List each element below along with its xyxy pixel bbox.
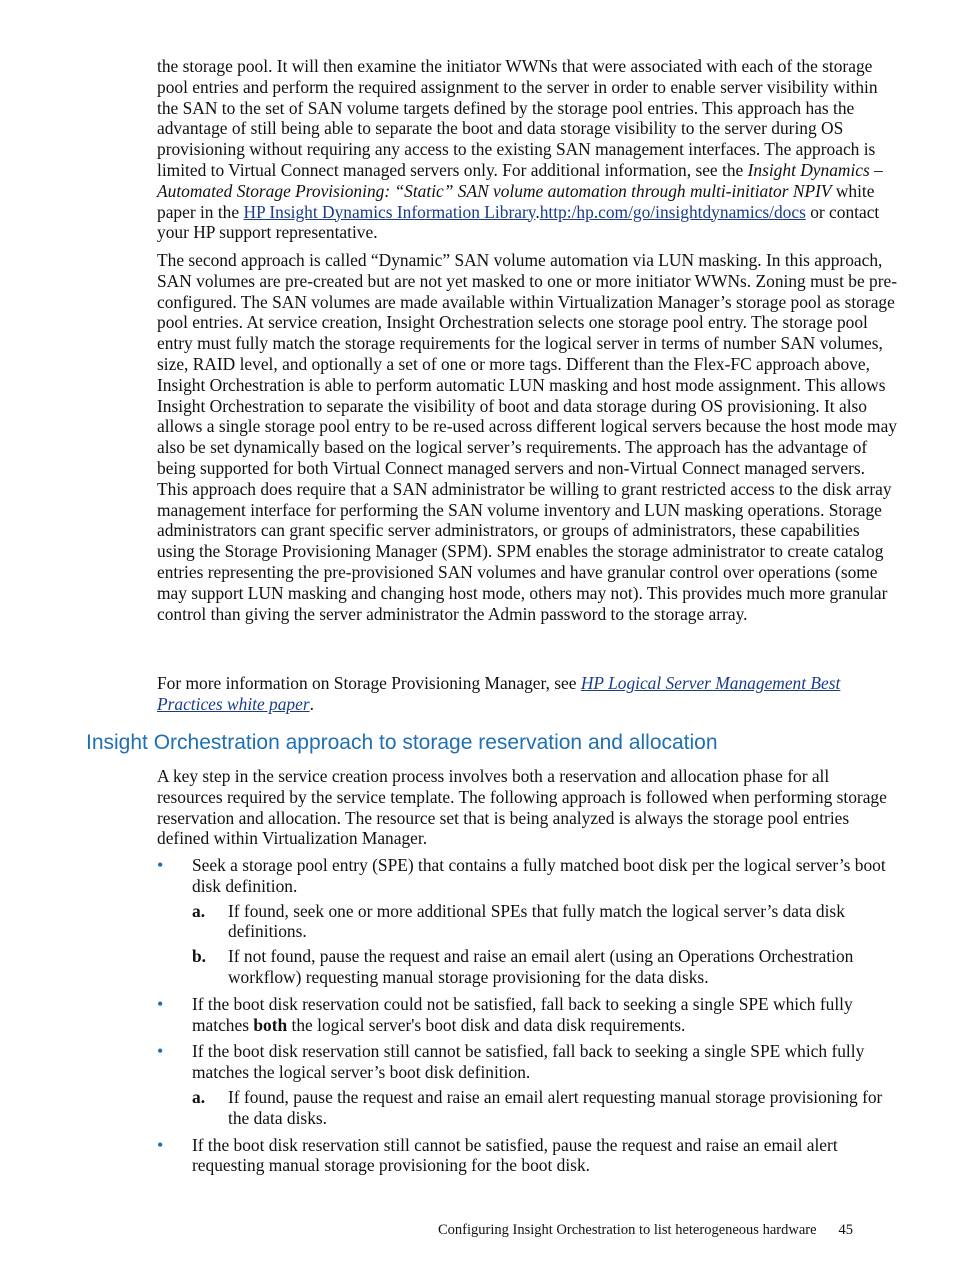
- sub-list-text: If not found, pause the request and raise an email alert (using an Operations Orchestration workflow) requesting manual storage provisioning for the data disks.: [228, 946, 854, 987]
- paragraph-text: or contact your HP support representative.: [157, 201, 880, 243]
- list-item-text: If the boot disk reservation still cannot be satisfied, fall back to seeking a single SPE which fully matches the logical server’s boot disk definition.: [192, 1041, 865, 1083]
- section-heading: Insight Orchestration approach to storage reservation and allocation: [86, 731, 718, 754]
- paragraph-static-approach: [157, 56, 899, 243]
- emphasis-text: both: [253, 1014, 288, 1035]
- sub-list-marker: a.: [192, 900, 206, 921]
- paragraph-text: the storage pool. It will then examine the initiator WWNs that were associated with each of the storage pool entries and perform the required assignment to the server in order to enable server visibility within the SAN to the set of SAN volume targets defined by the storage pool entries. This approach has the advantage of still being able to separate the boot and data storage visibility to the server during OS provisioning without requiring any access to the existing SAN management interfaces. The approach is limited to Virtual Connect managed servers only. For additional information, see the: [157, 56, 878, 180]
- sub-list-item: [192, 1087, 899, 1129]
- paragraph-text: A key step in the service creation process involves both a reservation and allocation phase for all resources required by the service template. The following approach is followed when performing storage reservation and allocation. The resource set that is being analyzed is always the storage pool entries defined within Virtualization Manager.: [157, 766, 887, 849]
- page-number: 45: [838, 1222, 854, 1238]
- paragraph-text: The second approach is called “Dynamic” SAN volume automation via LUN masking. In this approach, SAN volumes are pre-created but are not yet masked to one or more initiator WWNs. Zoning must be pre-configured. The SAN volumes are made available within Virtualization Manager’s storage pool as storage pool entries. At service creation, Insight Orchestration selects one storage pool entry. The storage pool entry must fully match the storage requirements for the logical server in terms of number SAN volumes, size, RAID level, and optionally a set of one or more tags. Different than the Flex-FC approach above, Insight Orchestration is able to perform automatic LUN masking and host mode assignment. This allows Insight Orchestration to separate the visibility of boot and data storage during OS provisioning. It also allows a single storage pool entry to be re-used across different logical servers because the host mode may also be set dynamically based on the logical server’s requirements. The approach has the advantage of being supported for both Virtual Connect managed servers and non-Virtual Connect managed servers. This approach does require that a SAN administrator be willing to grant restricted access to the disk array management interface for performing the SAN volume inventory and LUN masking operations. Storage administrators can grant specific server administrators, or groups of administrators, these capabilities using the Storage Provisioning Manager (SPM). SPM enables the storage administrator to create catalog entries representing the pre-provisioned SAN volumes and have granular control over operations (some may support LUN masking and changing host mode, others may not). This provides much more granular control than giving the server administrator the Admin password to the storage array.: [157, 250, 898, 624]
- paragraph-text: For more information on Storage Provisioning Manager, see: [157, 673, 581, 693]
- sub-list-item: [192, 901, 899, 943]
- sub-list-text: If found, seek one or more additional SPEs that fully match the logical server’s data disk definitions.: [228, 900, 845, 942]
- list-item-text: Seek a storage pool entry (SPE) that contains a fully matched boot disk per the logical server’s boot disk definition.: [192, 855, 886, 896]
- list-item-text: the logical server's boot disk and data disk requirements.: [287, 1014, 686, 1035]
- best-practices-whitepaper-link[interactable]: HP Logical Server Management Best Practices white paper: [157, 673, 841, 714]
- paragraph-reservation-intro: [157, 766, 899, 849]
- paragraph-text: .: [309, 693, 314, 714]
- bullet-icon: •: [157, 855, 164, 875]
- page-footer: [438, 1222, 853, 1239]
- paragraph-spm-info: [157, 673, 899, 715]
- sub-list-marker: b.: [192, 946, 207, 967]
- list-item: [157, 855, 899, 988]
- bullet-icon: •: [157, 1041, 164, 1062]
- sub-list: [192, 1087, 899, 1129]
- paragraph-dynamic-approach: [157, 250, 899, 624]
- paragraph-text: white paper in the: [157, 180, 875, 222]
- sub-list-text: If found, pause the request and raise an email alert requesting manual storage provisioning for the data disks.: [228, 1086, 883, 1128]
- list-item-text: If the boot disk reservation could not be satisfied, fall back to seeking a single SPE which fully matches: [192, 993, 853, 1035]
- insight-dynamics-library-link[interactable]: HP Insight Dynamics Information Library: [243, 201, 536, 222]
- whitepaper-title: Insight Dynamics – Automated Storage Provisioning: “Static” SAN volume automation through multi-initiator NPIV: [157, 159, 883, 201]
- paragraph-text: .: [535, 201, 540, 222]
- footer-title: Configuring Insight Orchestration to list heterogeneous hardware: [438, 1222, 817, 1238]
- insight-dynamics-docs-link[interactable]: http:/hp.com/go/insightdynamics/docs: [539, 201, 806, 222]
- bullet-icon: •: [157, 1134, 164, 1155]
- list-item: [157, 1041, 899, 1128]
- list-item: [157, 994, 899, 1036]
- sub-list-marker: a.: [192, 1086, 206, 1107]
- reservation-steps-list: [157, 855, 899, 1182]
- list-item: [157, 1135, 899, 1177]
- sub-list: [192, 901, 899, 988]
- sub-list-item: [192, 946, 899, 988]
- list-item-text: If the boot disk reservation still cannot be satisfied, pause the request and raise an email alert requesting manual storage provisioning for the boot disk.: [192, 1134, 838, 1176]
- bullet-icon: •: [157, 993, 164, 1014]
